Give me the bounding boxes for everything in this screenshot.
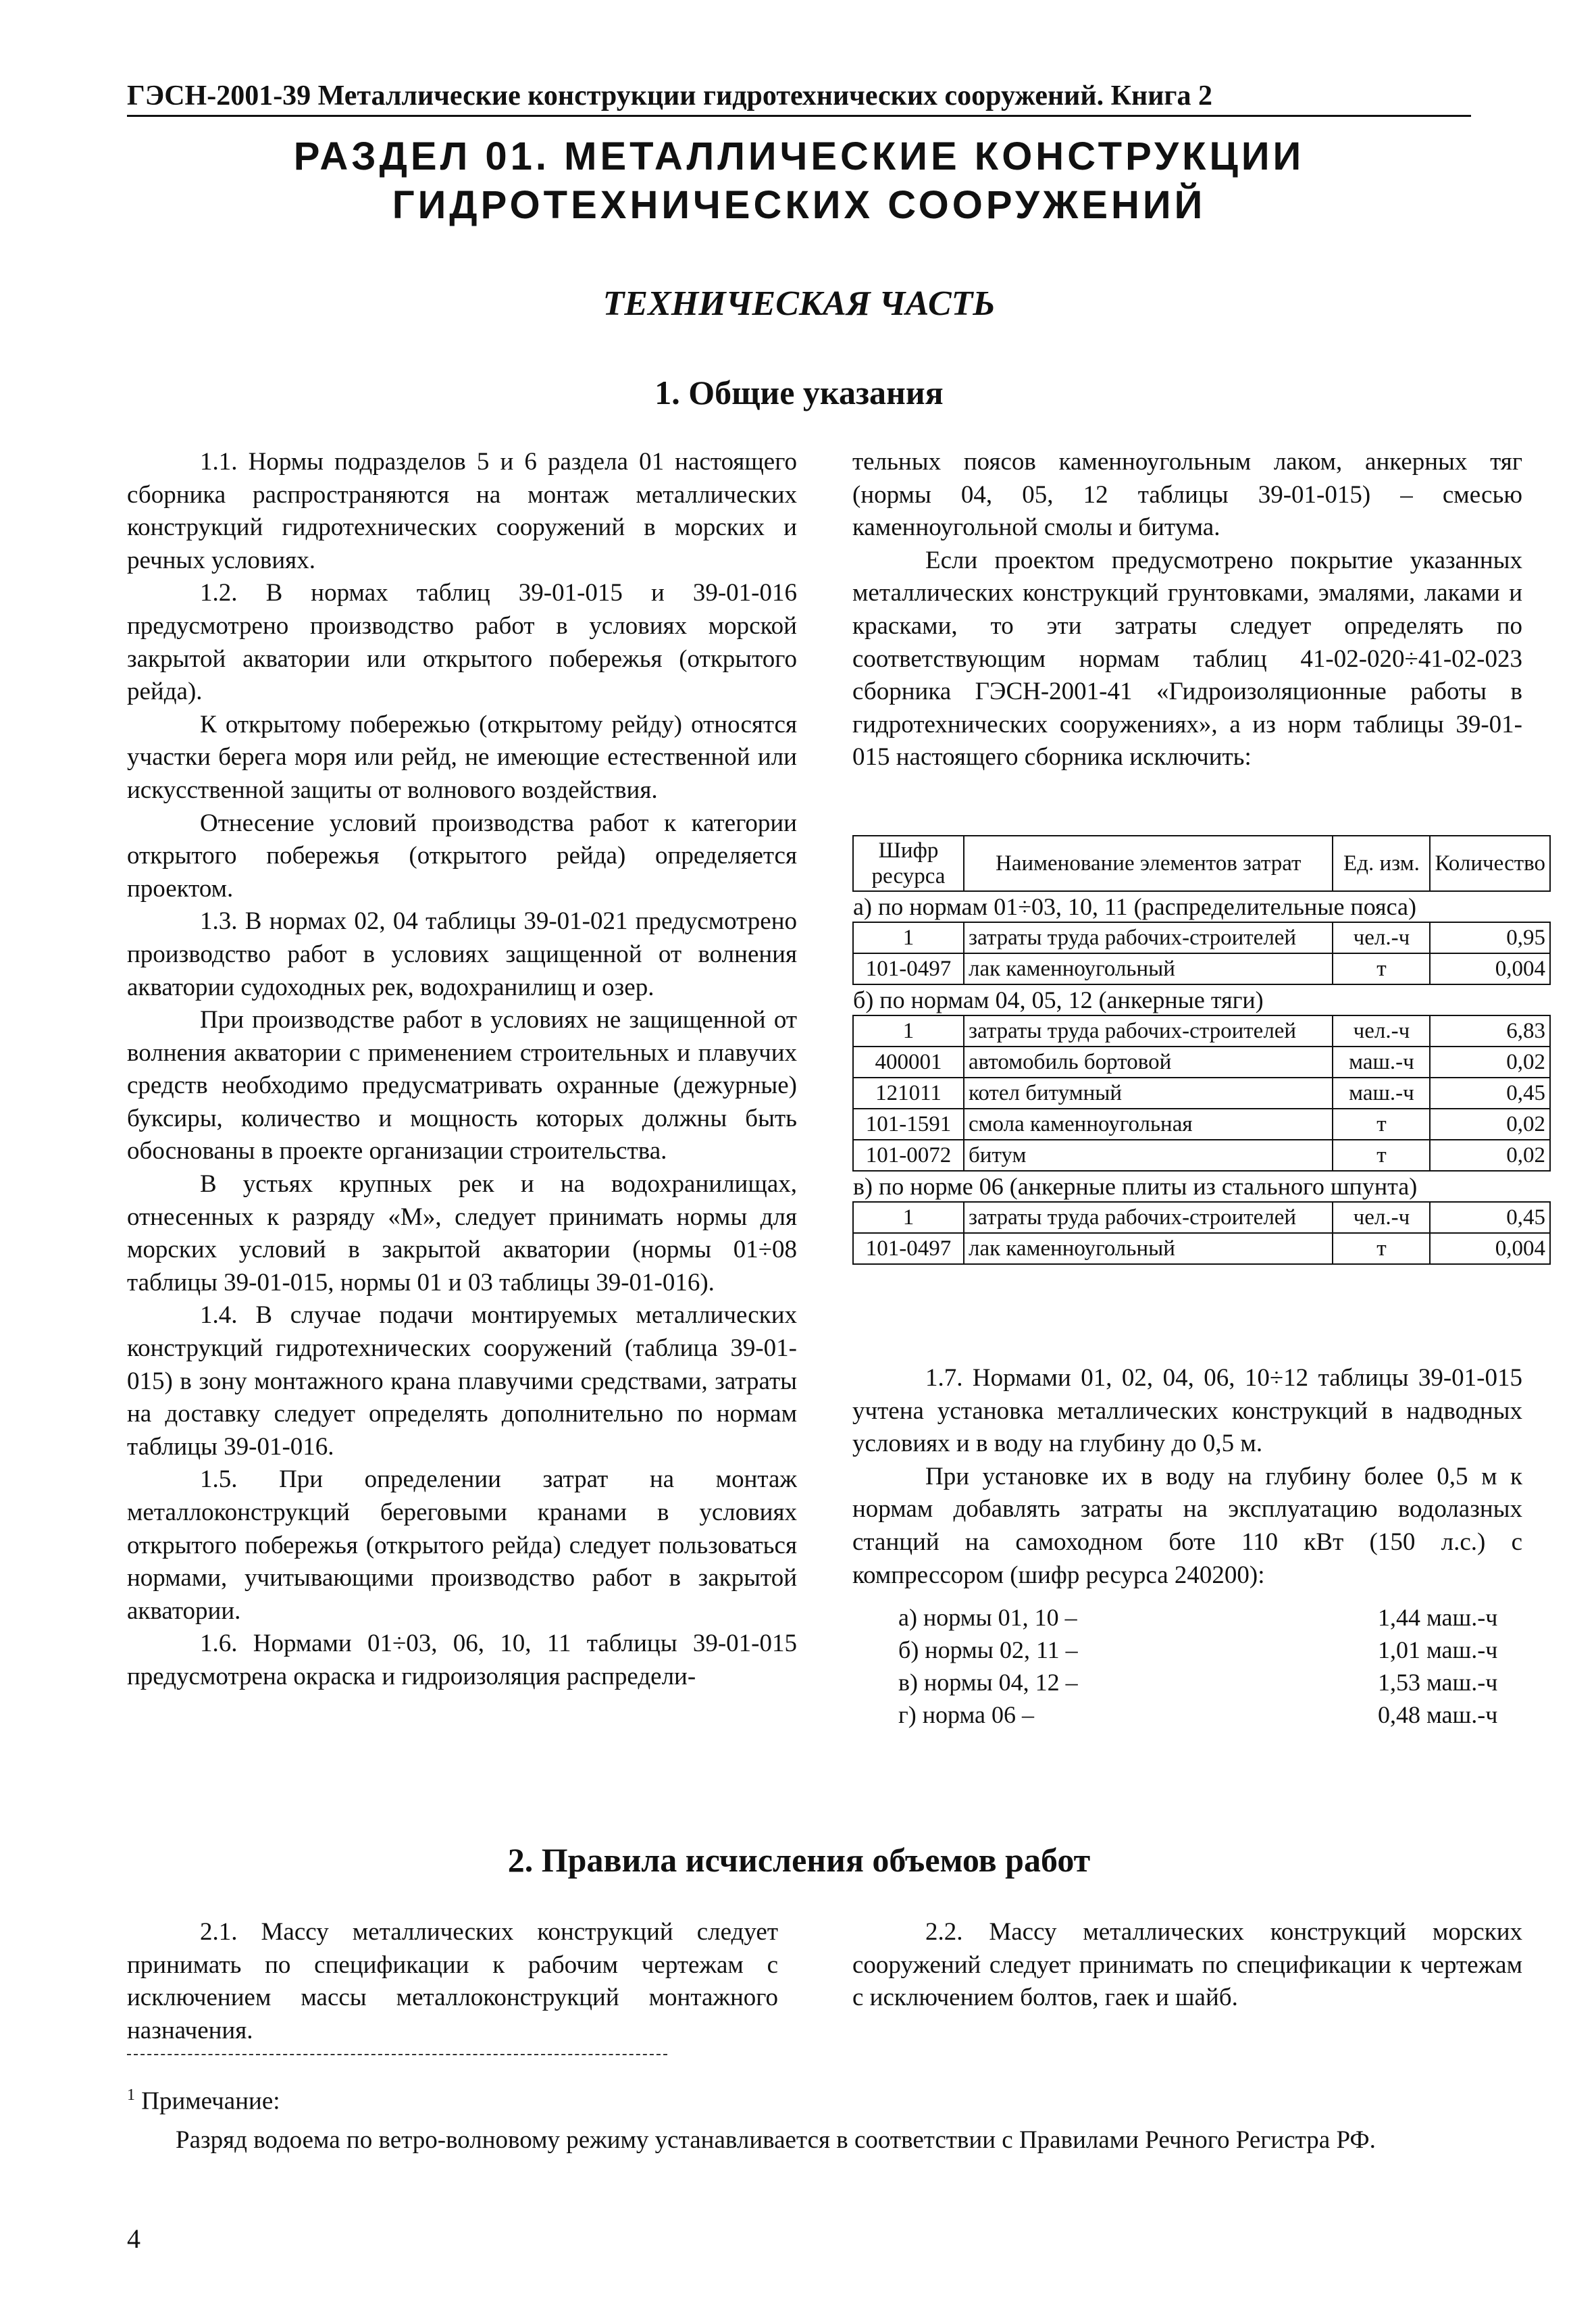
table-cell: затраты труда рабочих-строителей — [964, 922, 1333, 953]
table-cell: 6,83 — [1430, 1015, 1550, 1047]
table-group-title: в) по норме 06 (анкерные плиты из стального шпунта) — [853, 1171, 1550, 1202]
paragraph: К открытому побережью (открытому рейду) относятся участки берега моря или рейд, не имеющие естественной или искусственной защиты от волнового воздействия. — [127, 710, 797, 804]
table-cell: автомобиль бортовой — [964, 1047, 1333, 1078]
list-item — [898, 1699, 1526, 1731]
table-group-title: а) по нормам 01÷03, 10, 11 (распределительные пояса) — [853, 891, 1550, 922]
norm-label: а) нормы 01, 10 – — [898, 1604, 1077, 1631]
table-cell: 0,004 — [1430, 953, 1550, 984]
table-group-row — [853, 984, 1550, 1015]
section2-right-column — [852, 1916, 1522, 2015]
table-cell: битум — [964, 1140, 1333, 1171]
list-item — [898, 1666, 1526, 1699]
table-cell: 1 — [853, 922, 964, 953]
norm-value: 1,01 маш.-ч — [1378, 1636, 1498, 1663]
table-cell: т — [1333, 1233, 1430, 1264]
resource-table — [852, 835, 1551, 1265]
paragraph: тельных поясов каменноугольным лаком, анкерных тяг (нормы 04, 05, 12 таблицы 39-01-015) – смесью каменноугольной смолы и битума. — [852, 448, 1522, 542]
paragraph: 1.3. В нормах 02, 04 таблицы 39-01-021 предусмотрено производство работ в условиях защищенной от волнения акватории судоходных рек, водохранилищ и озер. — [127, 907, 797, 1001]
subsection-title-general: 1. Общие указания — [654, 374, 944, 411]
table-cell: маш.-ч — [1333, 1047, 1430, 1078]
table-cell: чел.-ч — [1333, 922, 1430, 953]
paragraph: 1.4. В случае подачи монтируемых металлических конструкций гидротехнических сооружений (таблица 39-01-015) в зону монтажного крана плавучими средствами, затраты на доставку следует определять дополнительно по нормам таблицы 39-01-016. — [127, 1301, 797, 1461]
table-header-cell: Наименование элементов затрат — [964, 836, 1333, 891]
table-row — [853, 1078, 1550, 1109]
table-cell: 101-0497 — [853, 1233, 964, 1264]
table-cell: котел битумный — [964, 1078, 1333, 1109]
table-group-title: б) по нормам 04, 05, 12 (анкерные тяги) — [853, 984, 1550, 1015]
right-column-bottom — [852, 1362, 1522, 1592]
table-cell: чел.-ч — [1333, 1015, 1430, 1047]
table-cell: 101-0497 — [853, 953, 964, 984]
table-row — [853, 1047, 1550, 1078]
table-row — [853, 1109, 1550, 1140]
page-number: 4 — [127, 2223, 140, 2254]
table-group-row — [853, 1171, 1550, 1202]
paragraph: 1.2. В нормах таблиц 39-01-015 и 39-01-016 предусмотрено производство работ в условиях морской закрытой акватории или открытого побережья (открытого рейда). — [127, 579, 797, 706]
table-cell: затраты труда рабочих-строителей — [964, 1202, 1333, 1233]
paragraph: Отнесение условий производства работ к категории открытого побережья (открытого рейда) определяется проектом. — [127, 809, 797, 903]
table-row — [853, 1015, 1550, 1047]
section2-left-column — [127, 1916, 778, 2047]
paragraph: Если проектом предусмотрено покрытие указанных металлических конструкций грунтовками, эмалями, лаками и красками, то эти затраты следует определять по соответствующим нормам таблиц 41-02-020÷41-02-023 сборника ГЭСН-2001-41 «Гидроизоляционные работы в гидротехнических сооружениях», а из норм таблицы 39-01-015 настоящего сборника исключить: — [852, 546, 1522, 772]
footnote-text: Разряд водоема по ветро-волновому режиму устанавливается в соответствии с Правилами Речного Регистра РФ. — [176, 2126, 1376, 2154]
paragraph: 2.2. Массу металлических конструкций морских сооружений следует принимать по спецификации к чертежам с исключением болтов, гаек и шайб. — [852, 1918, 1522, 2012]
subsection-title-rules: 2. Правила исчисления объемов работ — [507, 1841, 1091, 1879]
norm-label: б) нормы 02, 11 – — [898, 1636, 1078, 1663]
table-row — [853, 1233, 1550, 1264]
table-header-row — [853, 836, 1550, 891]
table-header-cell: Ед. изм. — [1333, 836, 1430, 891]
table-cell: 101-1591 — [853, 1109, 964, 1140]
paragraph: 1.5. При определении затрат на монтаж металлоконструкций береговыми кранами в условиях открытого побережья (открытого рейда) следует пользоваться нормами, учитывающими производство работ в закрытой акватории. — [127, 1465, 797, 1625]
paragraph: 1.7. Нормами 01, 02, 04, 06, 10÷12 таблицы 39-01-015 учтена установка металлических конструкций в надводных условиях и в воду на глубину до 0,5 м. — [852, 1364, 1522, 1458]
table-cell: 0,02 — [1430, 1109, 1550, 1140]
paragraph: 2.1. Массу металлических конструкций следует принимать по спецификации к рабочим чертежам с исключением массы металлоконструкций монтажного назначения. — [127, 1918, 778, 2044]
norm-value: 1,53 маш.-ч — [1378, 1669, 1498, 1696]
table-cell: 0,02 — [1430, 1140, 1550, 1171]
table-cell: лак каменноугольный — [964, 1233, 1333, 1264]
paragraph: При установке их в воду на глубину более 0,5 м к нормам добавлять затраты на эксплуатацию водолазных станций на самоходном боте 110 кВт (150 л.с.) с компрессором (шифр ресурса 240200): — [852, 1462, 1522, 1589]
table-cell: чел.-ч — [1333, 1202, 1430, 1233]
footnote-divider — [127, 2054, 667, 2055]
list-item — [898, 1634, 1526, 1666]
section-title-line2: ГИДРОТЕХНИЧЕСКИХ СООРУЖЕНИЙ — [392, 183, 1206, 227]
paragraph: 1.6. Нормами 01÷03, 06, 10, 11 таблицы 39-01-015 предусмотрена окраска и гидроизоляция распредели- — [127, 1630, 797, 1690]
table-header-cell: Шифр ресурса — [853, 836, 964, 891]
table-cell: 0,95 — [1430, 922, 1550, 953]
table-cell: 400001 — [853, 1047, 964, 1078]
list-item — [898, 1601, 1526, 1634]
table-row — [853, 1202, 1550, 1233]
table-cell: 121011 — [853, 1078, 964, 1109]
footnote-mark: 1 — [127, 2086, 135, 2104]
table-cell: 0,02 — [1430, 1047, 1550, 1078]
norm-label: в) нормы 04, 12 – — [898, 1669, 1078, 1696]
table-cell: 0,45 — [1430, 1078, 1550, 1109]
norm-value: 0,48 маш.-ч — [1378, 1701, 1498, 1728]
table-cell: маш.-ч — [1333, 1078, 1430, 1109]
right-column-top — [852, 446, 1522, 774]
footnote-label-text: Примечание: — [141, 2087, 280, 2115]
paragraph: В устьях крупных рек и на водохранилищах, отнесенных к разряду «М», следует принимать нормы для морских условий в закрытой акватории (нормы 01÷08 таблицы 39-01-015, нормы 01 и 03 таблицы 39-01-016). — [127, 1170, 797, 1297]
footnote-label — [127, 2086, 280, 2115]
table-cell: 0,45 — [1430, 1202, 1550, 1233]
left-column — [127, 446, 797, 1694]
table-group-row — [853, 891, 1550, 922]
running-header: ГЭСН-2001-39 Металлические конструкции гидротехнических сооружений. Книга 2 — [127, 80, 1471, 117]
norm-value: 1,44 маш.-ч — [1378, 1604, 1498, 1631]
table-row — [853, 1140, 1550, 1171]
table-cell: смола каменноугольная — [964, 1109, 1333, 1140]
table-cell: т — [1333, 1140, 1430, 1171]
table-cell: затраты труда рабочих-строителей — [964, 1015, 1333, 1047]
norms-list — [898, 1601, 1526, 1731]
paragraph: При производстве работ в условиях не защищенной от волнения акватории с применением строительных и плавучих средств необходимо предусматривать охранные (дежурные) буксиры, количество и мощность которых должны быть обоснованы в проекте организации строительства. — [127, 1006, 797, 1165]
table-row — [853, 922, 1550, 953]
table-cell: т — [1333, 953, 1430, 984]
table-cell: 1 — [853, 1202, 964, 1233]
table-cell: т — [1333, 1109, 1430, 1140]
table-row — [853, 953, 1550, 984]
norm-label: г) норма 06 – — [898, 1701, 1034, 1728]
table-cell: 101-0072 — [853, 1140, 964, 1171]
table-cell: 0,004 — [1430, 1233, 1550, 1264]
section-title — [127, 132, 1471, 230]
section-title-line1: РАЗДЕЛ 01. МЕТАЛЛИЧЕСКИЕ КОНСТРУКЦИИ — [293, 134, 1305, 178]
table-cell: 1 — [853, 1015, 964, 1047]
table-cell: лак каменноугольный — [964, 953, 1333, 984]
table-header-cell: Количество — [1430, 836, 1550, 891]
part-title: ТЕХНИЧЕСКАЯ ЧАСТЬ — [602, 284, 996, 323]
paragraph: 1.1. Нормы подразделов 5 и 6 раздела 01 настоящего сборника распространяются на монтаж металлических конструкций гидротехнических сооружений в морских и речных условиях. — [127, 448, 797, 574]
